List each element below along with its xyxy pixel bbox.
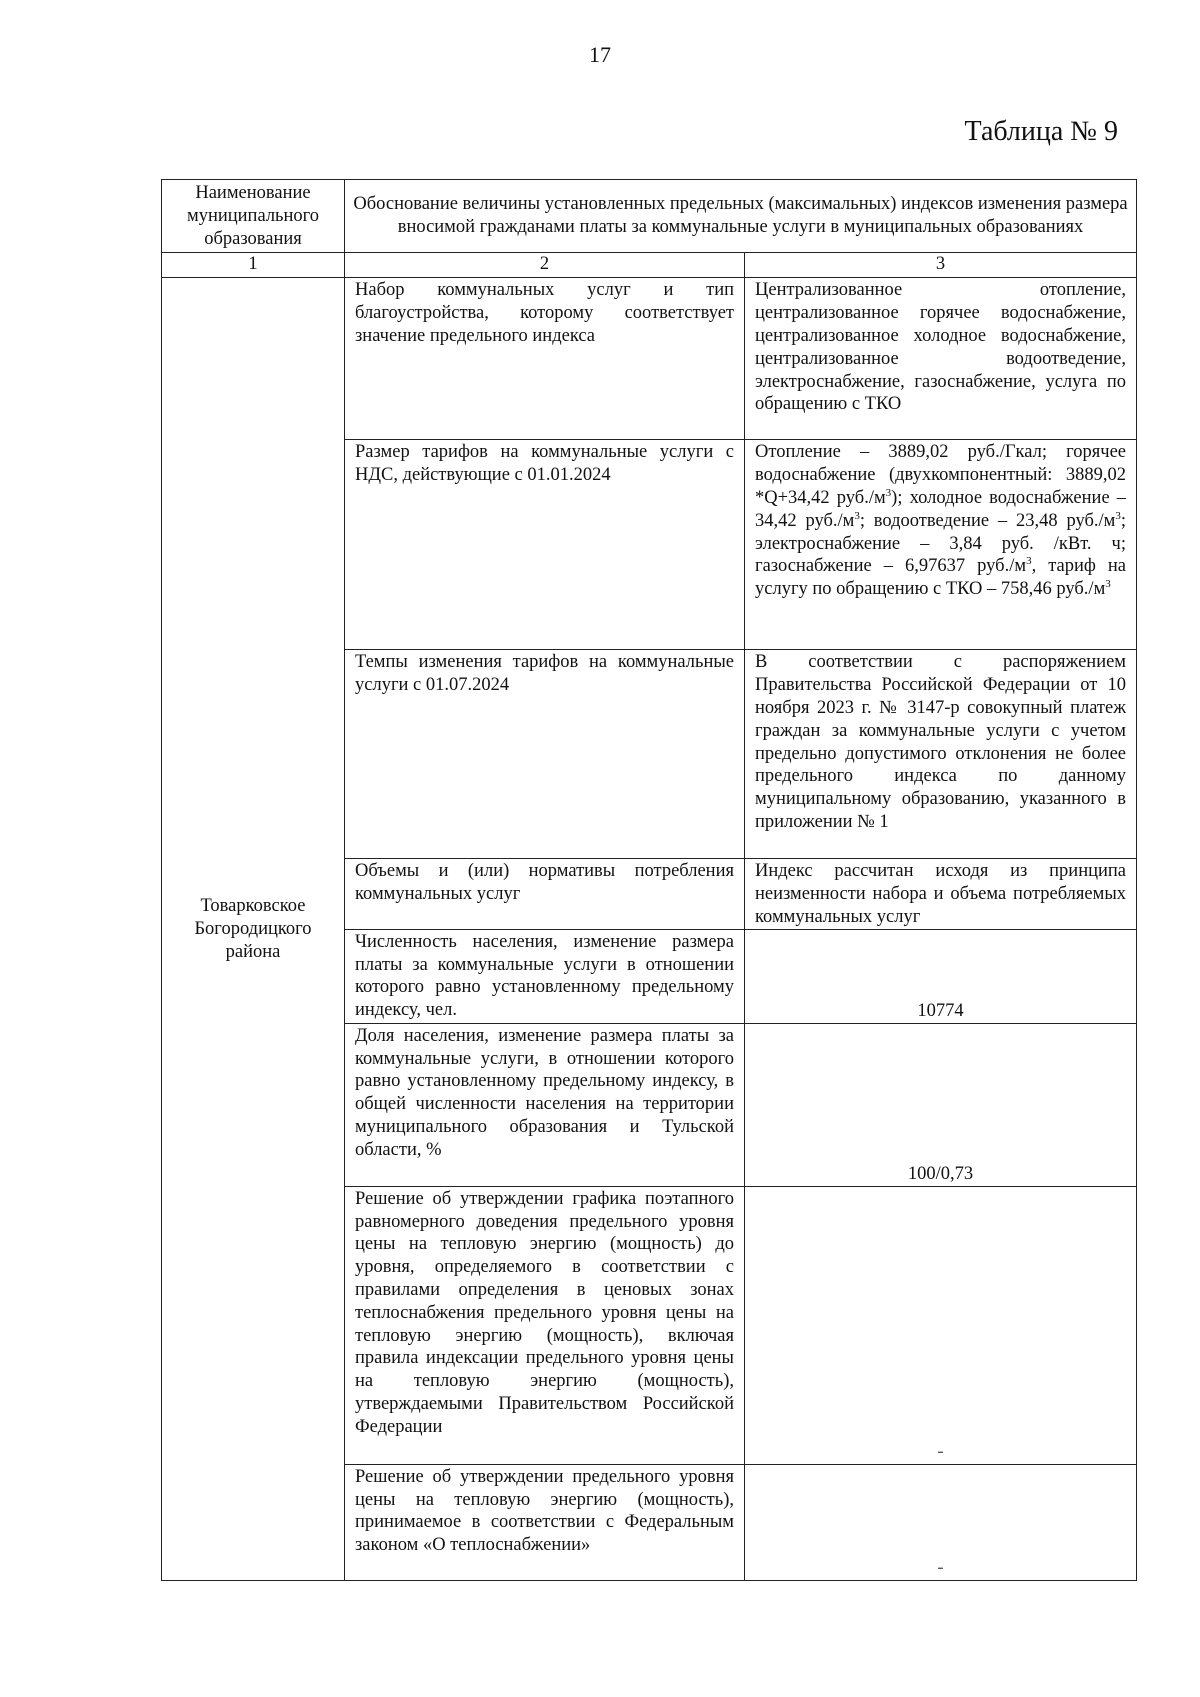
column-number-3: 3 bbox=[745, 253, 1137, 278]
row-label: Численность населения, изменение размера платы за коммунальные услуги в отношении которого равно установленному предельному индексу, чел. bbox=[345, 929, 745, 1023]
table-header-row bbox=[162, 180, 1137, 253]
row-value bbox=[745, 440, 1137, 650]
row-value: - bbox=[745, 1464, 1137, 1580]
column-number-row bbox=[162, 253, 1137, 278]
row-value: - bbox=[745, 1186, 1137, 1464]
row-label: Решение об утверждении предельного уровня цены на тепловую энергию (мощность), принимаемое в соответствии с Федеральным законом «О теплоснабжении» bbox=[345, 1464, 745, 1580]
header-municipality: Наименование муниципального образования bbox=[162, 180, 345, 253]
tariff-heating: Отопление – 3889,02 руб./Гкал; горячее водоснабжение (двухкомпонентный: 3889,02 *Q+34,42 $руб./м^3$); холодное водоснабжение – 34,42 $руб./м^3$; водоотведение – 23,48 $руб./м^3$; электроснабжение – 3,84 руб. /кВт. ч; газоснабжение – 6,97637 $руб./м^3$, тариф на услугу по обращению с ТКО – 758,46 $руб./м^3$ bbox=[755, 442, 1127, 600]
page-number: 17 bbox=[589, 42, 611, 67]
column-number-2: 2 bbox=[345, 253, 745, 278]
row-value: Индекс рассчитан исходя из принципа неизменности набора и объема потребляемых коммунальных услуг bbox=[745, 859, 1137, 929]
row-label: Темпы изменения тарифов на коммунальные услуги с 01.07.2024 bbox=[345, 650, 745, 859]
row-value: В соответствии с распоряжением Правительства Российской Федерации от 10 ноября 2023 г. № 3147-р совокупный платеж граждан за коммунальные услуги с учетом предельно допустимого отклонения не более предельного индекса по данному муниципальному образованию, указанного в приложении № 1 bbox=[745, 650, 1137, 859]
tariff-index-table bbox=[161, 179, 1137, 1581]
row-label: Набор коммунальных услуг и тип благоустройства, которому соответствует значение предельного индекса bbox=[345, 278, 745, 440]
row-value: 100/0,73 bbox=[745, 1023, 1137, 1186]
header-justification: Обоснование величины установленных предельных (максимальных) индексов изменения размера вносимой гражданами платы за коммунальные услуги в муниципальных образованиях bbox=[345, 180, 1137, 253]
row-value: 10774 bbox=[745, 929, 1137, 1023]
table-row bbox=[162, 278, 1137, 440]
row-label: Доля населения, изменение размера платы за коммунальные услуги, в отношении которого равно установленному предельному индексу, в общей численности населения на территории муниципального образования и Тульской области, % bbox=[345, 1023, 745, 1186]
row-value: Централизованное отопление, централизованное горячее водоснабжение, централизованное холодное водоснабжение, централизованное водоотведение, электроснабжение, газоснабжение, услуга по обращению с ТКО bbox=[745, 278, 1137, 440]
row-label: Объемы и (или) нормативы потребления коммунальных услуг bbox=[345, 859, 745, 929]
municipality-name: Товарковское Богородицкого района bbox=[162, 278, 345, 1580]
table-title: Таблица № 9 bbox=[964, 116, 1118, 147]
column-number-1: 1 bbox=[162, 253, 345, 278]
row-label: Решение об утверждении графика поэтапного равномерного доведения предельного уровня цены на тепловую энергию (мощность) до уровня, определяемого в соответствии с правилами определения в ценовых зонах теплоснабжения предельного уровня цены на тепловую энергию (мощность), включая правила индексации предельного уровня цены на тепловую энергию (мощность), утверждаемыми Правительством Российской Федерации bbox=[345, 1186, 745, 1464]
row-label: Размер тарифов на коммунальные услуги с НДС, действующие с 01.01.2024 bbox=[345, 440, 745, 650]
